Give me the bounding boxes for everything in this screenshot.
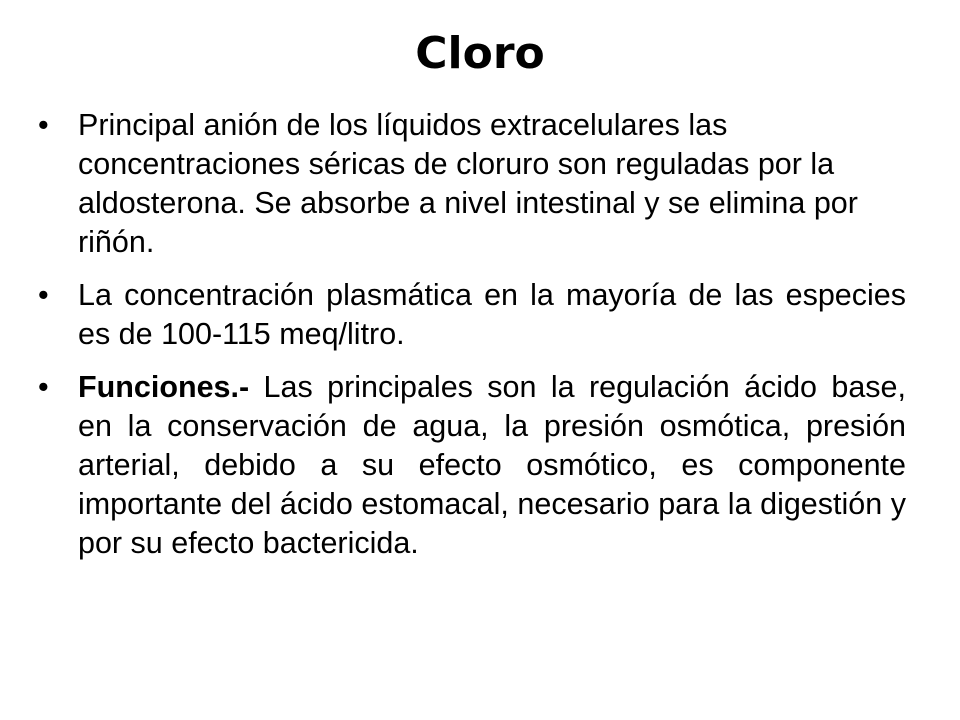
bullet-text: Las principales son la regulación ácido base, en la conservación de agua, la presión osmótica, presión arterial, debido a su efecto osmótico, es componente importante del ácido estomacal, necesario para la digestión y por su efecto bactericida.	[78, 370, 906, 560]
bullet-marker: •	[38, 108, 49, 142]
bullet-marker: •	[38, 370, 49, 404]
bullet-text: La concentración plasmática en la mayoría de las especies es de 100-115 meq/litro.	[78, 278, 906, 351]
bullet-item-2	[38, 276, 906, 354]
bullet-lead-label: Funciones.-	[78, 370, 250, 404]
bullet-item-1	[38, 106, 906, 262]
bullet-item-3	[38, 368, 906, 563]
bullet-marker: •	[38, 278, 49, 312]
bullet-text: Principal anión de los líquidos extracelulares las concentraciones séricas de cloruro son reguladas por la aldosterona. Se absorbe a nivel intestinal y se elimina por riñón.	[78, 108, 858, 259]
slide-title: Cloro	[415, 28, 545, 79]
bullet-list	[38, 106, 906, 577]
